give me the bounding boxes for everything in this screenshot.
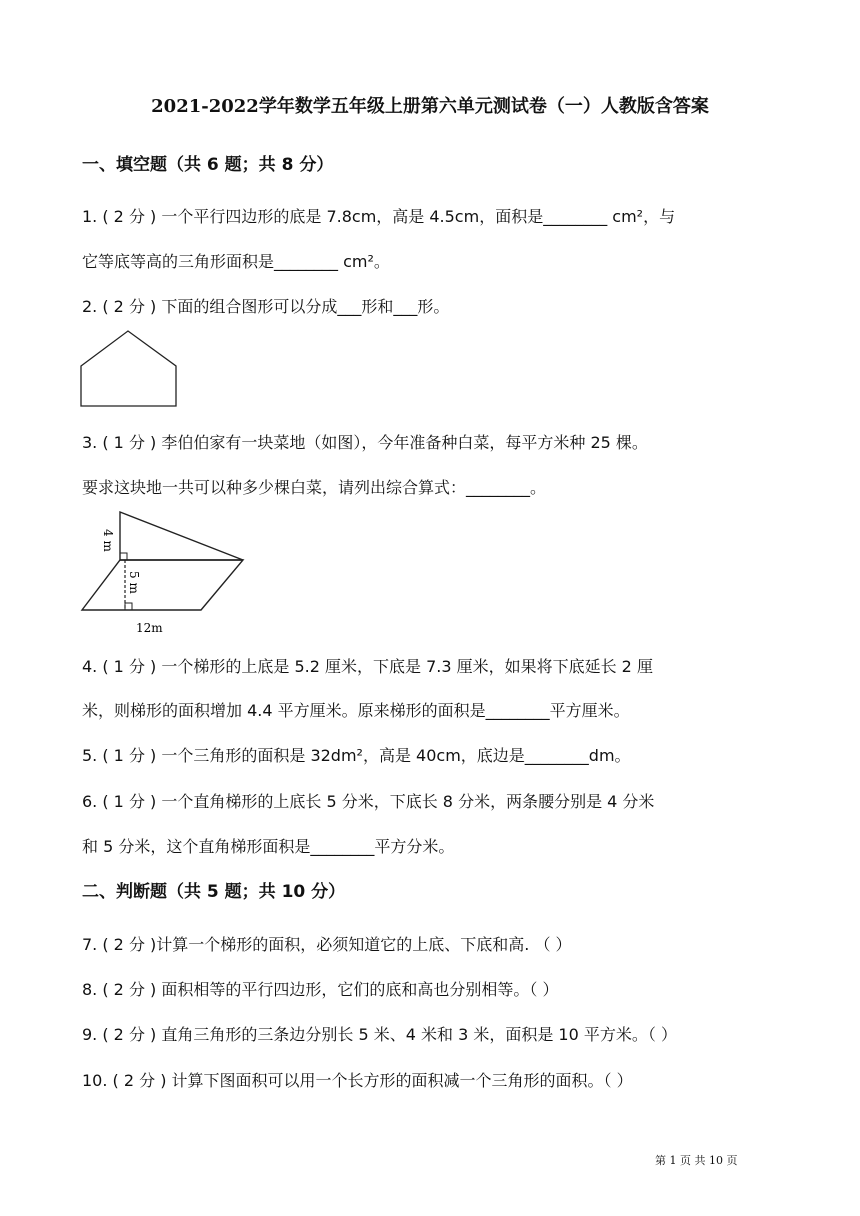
page-title: 2021-2022学年数学五年级上册第六单元测试卷（一）人教版含答案 [151,96,709,117]
question-4-line-2: 米，则梯形的面积增加 4.4 平方厘米。原来梯形的面积是________平方厘米。 [82,701,630,720]
question-6-line-2: 和 5 分米，这个直角梯形面积是________平方分米。 [82,837,455,856]
section-heading-fill-in: 一、填空题（共 6 题；共 8 分） [82,155,334,175]
question-3-figure [78,505,258,640]
label-5m: 5 m [127,571,141,594]
pentagon-shape [81,331,176,406]
question-1-line-2: 它等底等高的三角形面积是________ cm²。 [82,252,390,271]
question-5-line-1: 5. ( 1 分 ) 一个三角形的面积是 32dm²，高是 40cm，底边是________dm。 [82,746,631,765]
question-2-figure [78,328,182,410]
question-1-line-1: 1. ( 2 分 ) 一个平行四边形的底是 7.8cm，高是 4.5cm，面积是________ cm²，与 [82,207,676,226]
question-2-line-1: 2. ( 2 分 ) 下面的组合图形可以分成___形和___形。 [82,297,450,316]
question-10-line-1: 10. ( 2 分 ) 计算下图面积可以用一个长方形的面积减一个三角形的面积。（ ） [82,1071,633,1090]
label-4m: 4 m [101,529,115,552]
question-7-line-1: 7. ( 2 分 )计算一个梯形的面积，必须知道它的上底、下底和高. （ ） [82,935,572,954]
question-4-line-1: 4. ( 1 分 ) 一个梯形的上底是 5.2 厘米，下底是 7.3 厘米，如果将下底延长 2 厘 [82,657,653,676]
section-heading-true-false: 二、判断题（共 5 题；共 10 分） [82,882,346,902]
right-angle-mark-top [120,553,127,560]
triangle-shape [120,512,243,560]
question-3-line-2: 要求这块地一共可以种多少棵白菜，请列出综合算式：________。 [82,478,547,497]
question-6-line-1: 6. ( 1 分 ) 一个直角梯形的上底长 5 分米，下底长 8 分米，两条腰分别是 4 分米 [82,792,655,811]
label-12m: 12m [136,621,163,635]
question-3-line-1: 3. ( 1 分 ) 李伯伯家有一块菜地（如图），今年准备种白菜，每平方米种 25 棵。 [82,433,648,452]
page-number-footer: 第 1 页 共 10 页 [655,1154,738,1167]
question-9-line-1: 9. ( 2 分 ) 直角三角形的三条边分别长 5 米、4 米和 3 米，面积是 10 平方米。（ ） [82,1025,677,1044]
right-angle-mark-bottom [125,603,132,610]
parallelogram-shape [82,560,243,610]
question-8-line-1: 8. ( 2 分 ) 面积相等的平行四边形，它们的底和高也分别相等。（ ） [82,980,559,999]
